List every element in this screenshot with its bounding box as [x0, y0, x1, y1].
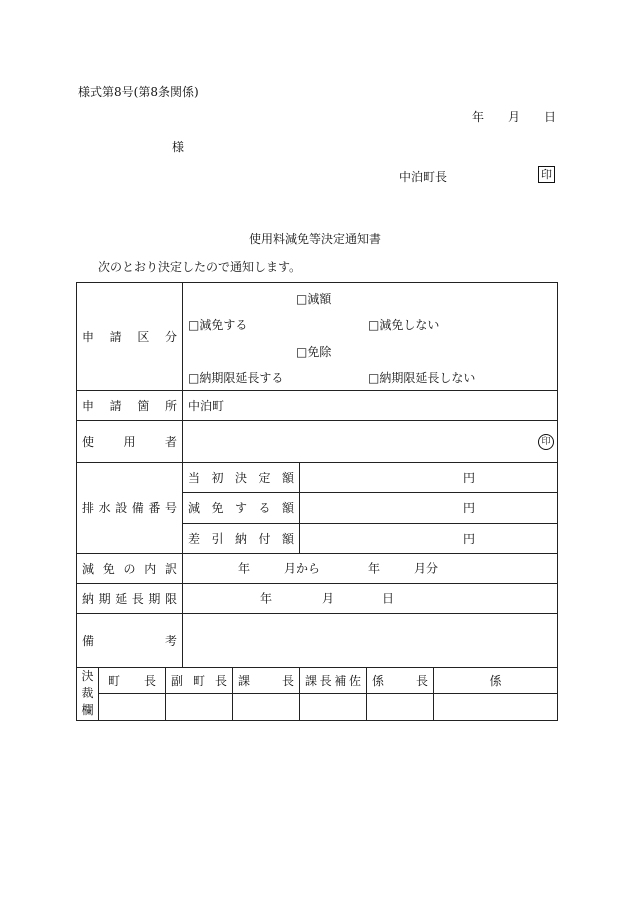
location-label — [77, 391, 183, 421]
label-char: 分 — [164, 330, 177, 345]
row-remarks — [77, 613, 558, 667]
row-application-type — [77, 283, 558, 391]
approval-stamp-deputy-mayor[interactable] — [166, 693, 233, 720]
label-char: 排 — [82, 501, 95, 516]
remarks-field[interactable] — [183, 613, 558, 667]
approval-stamp-staff[interactable] — [434, 693, 558, 720]
deadline-field[interactable] — [183, 583, 558, 613]
date-year-label: 年 — [472, 110, 485, 124]
label-char: 用 — [123, 435, 136, 450]
breakdown-month-part: 月分 — [414, 561, 439, 576]
approval-header-staff: 係 — [434, 667, 558, 693]
label-char: 申 — [82, 330, 95, 345]
issuer-name: 中泊町長 — [399, 170, 448, 184]
issuer-seal-icon: 印 — [538, 166, 555, 183]
remarks-label: 備 考 — [77, 613, 183, 667]
application-type-options — [183, 283, 558, 391]
approval-stamp-assistant-chief[interactable] — [300, 693, 367, 720]
approval-header-mayor: 町 長 — [99, 667, 166, 693]
addressee-suffix: 様 — [172, 140, 185, 154]
yen-unit: 円 — [463, 531, 476, 546]
label-char: 使 — [82, 435, 95, 450]
date-day-label: 日 — [544, 110, 557, 124]
initial-amount-field[interactable] — [300, 463, 558, 493]
option-exemption[interactable]: □免除 — [296, 345, 332, 360]
document-title: 使用料減免等決定通知書 — [248, 232, 381, 246]
reduced-amount-label: 減 免 す る 額 — [183, 493, 300, 523]
label-char: 号 — [164, 501, 177, 516]
breakdown-field[interactable] — [183, 553, 558, 583]
approval-stamp-mayor[interactable] — [99, 693, 166, 720]
label-char: 裁 — [81, 686, 94, 701]
label-char: 水 — [98, 501, 111, 516]
row-user — [77, 421, 558, 463]
option-not-reduce[interactable]: □減免しない — [368, 318, 440, 333]
label-char: 請 — [109, 330, 122, 345]
label-char: 区 — [137, 330, 150, 345]
deadline-month: 月 — [322, 591, 335, 606]
user-seal-icon: 印 — [538, 434, 554, 450]
intro-text: 次のとおり決定したので通知します。 — [98, 260, 302, 274]
approval-header-section-chief: 課 長 — [233, 667, 300, 693]
label-char: 欄 — [81, 703, 94, 718]
approval-header-assistant-chief: 課 長 補 佐 — [300, 667, 367, 693]
label-char: 請 — [109, 399, 122, 414]
drain-number-label — [77, 463, 183, 553]
row-breakdown — [77, 553, 558, 583]
yen-unit: 円 — [463, 471, 476, 486]
deadline-day: 日 — [382, 591, 395, 606]
label-char: 設 — [115, 501, 128, 516]
breakdown-month-from: 月から — [284, 561, 321, 576]
reduced-amount-field[interactable] — [300, 493, 558, 523]
label-char: 備 — [131, 501, 144, 516]
row-location — [77, 391, 558, 421]
label-char: 番 — [148, 501, 161, 516]
breakdown-year2: 年 — [368, 561, 381, 576]
location-value[interactable]: 中泊町 — [183, 391, 558, 421]
application-type-label — [77, 283, 183, 391]
option-reduce[interactable]: □減免する — [188, 318, 248, 333]
option-not-extend[interactable]: □納期限延長しない — [368, 371, 476, 386]
deadline-label: 納 期 延 長 期 限 — [77, 583, 183, 613]
row-deadline — [77, 583, 558, 613]
approval-header-subsection-chief: 係 長 — [367, 667, 434, 693]
user-field[interactable] — [183, 421, 558, 463]
label-char: 箇 — [137, 399, 150, 414]
notification-form-table — [76, 282, 558, 721]
approval-column-label — [77, 667, 99, 720]
breakdown-label: 減 免 の 内 訳 — [77, 553, 183, 583]
net-payment-field[interactable] — [300, 523, 558, 553]
approval-header-deputy-mayor: 副 町 長 — [166, 667, 233, 693]
approval-stamp-section-chief[interactable] — [233, 693, 300, 720]
date-month-label: 月 — [508, 110, 521, 124]
approval-stamp-subsection-chief[interactable] — [367, 693, 434, 720]
initial-amount-label: 当 初 決 定 額 — [183, 463, 300, 493]
row-approval-headers — [77, 667, 558, 693]
deadline-year: 年 — [260, 591, 273, 606]
form-number: 様式第8号(第8条関係) — [78, 85, 199, 99]
label-char: 申 — [82, 399, 95, 414]
yen-unit: 円 — [463, 501, 476, 516]
option-extend[interactable]: □納期限延長する — [188, 371, 284, 386]
row-approval-stamps — [77, 693, 558, 720]
option-reduction-amount[interactable]: □減額 — [296, 292, 332, 307]
application-type-label-chars — [82, 328, 177, 345]
label-char: 決 — [81, 669, 94, 684]
net-payment-label: 差 引 納 付 額 — [183, 523, 300, 553]
breakdown-year1: 年 — [238, 561, 251, 576]
row-drain-initial — [77, 463, 558, 493]
label-char: 者 — [164, 435, 177, 450]
label-char: 所 — [164, 399, 177, 414]
user-label — [77, 421, 183, 463]
